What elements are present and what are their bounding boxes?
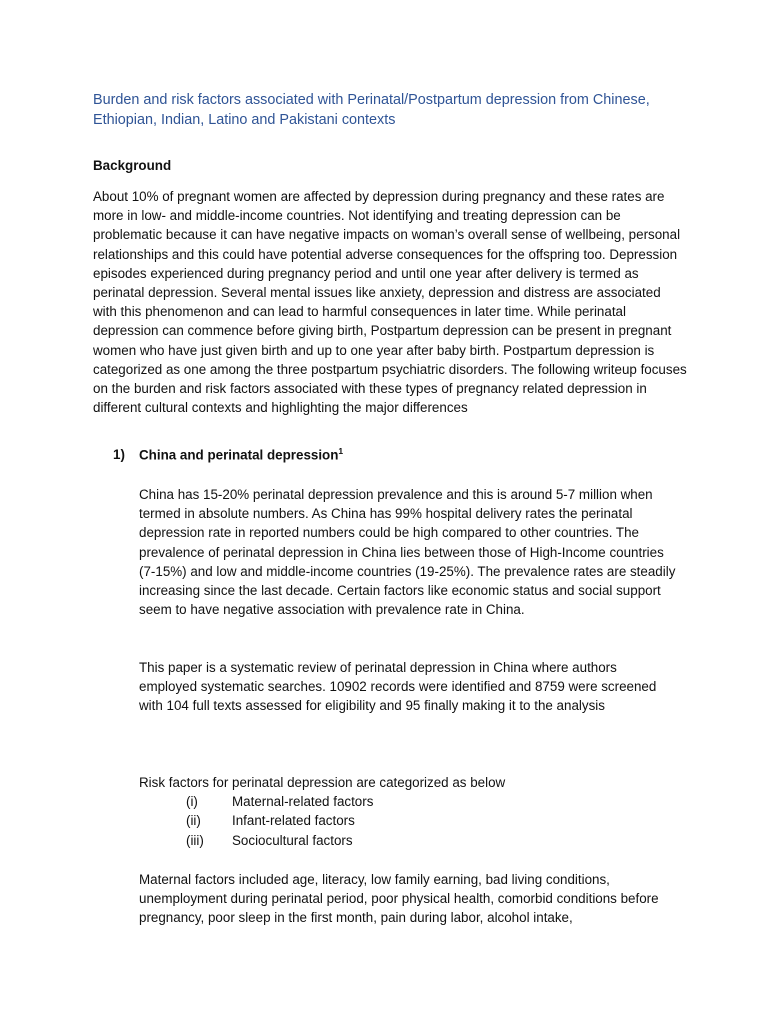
background-paragraph: About 10% of pregnant women are affected by depression during pregnancy and these rates are more in low- and middle-income countries. Not identifying and treating depression can be problematic because it can have negative impacts on woman’s overall sense of wellbeing, personal relationships and this could have potential adverse consequences for the offspring too. Depression episodes experienced during pregnancy period and until one year after delivery is termed as perinatal depression. Several mental issues like anxiety, depression and distress are associated with this phenomenon and can lead to harmful consequences in later time. While perinatal depression can commence before giving birth, Postpartum depression can be present in pregnant women who have just given birth and up to one year after baby birth. Postpartum depression is categorized as one among the three postpartum psychiatric disorders. The following writeup focuses on the burden and risk factors associated with these types of pregnancy related depression in different cultural contexts and highlighting the major differences [93, 189, 687, 416]
list-numeral: (ii) [186, 813, 201, 829]
risk-factors-intro: Risk factors for perinatal depression are categorized as below [139, 775, 506, 790]
footnote-marker: 1 [338, 446, 344, 456]
section-1-heading [113, 446, 343, 462]
list-label: Sociocultural factors [232, 832, 353, 848]
china-prevalence-paragraph: China has 15-20% perinatal depression prevalence and this is around 5-7 million when termed in absolute numbers. As China has 99% hospital delivery rates the perinatal depression rate in reported numbers could be high compared to other countries. The prevalence of perinatal depression in China lies between those of High-Income countries (7-15%) and low and middle-income countries (19-25%). The prevalence rates are steadily increasing since the last decade. Certain factors like economic status and social support seem to have negative association with prevalence rate in China. [139, 487, 676, 618]
document-title: Burden and risk factors associated with Perinatal/Postpartum depression from Chinese, Ethiopian, Indian, Latino and Pakistani contexts [93, 92, 650, 128]
list-numeral: (iii) [186, 832, 204, 848]
list-item [186, 811, 373, 830]
list-label: Infant-related factors [232, 813, 355, 829]
list-item [186, 831, 373, 850]
list-item [186, 792, 373, 811]
background-heading: Background [93, 158, 172, 173]
maternal-factors-paragraph: Maternal factors included age, literacy, low family earning, bad living conditions, unemployment during perinatal period, poor physical health, comorbid conditions before pregnancy, poor sleep in the first month, pain during labor, alcohol intake, [139, 872, 659, 926]
list-numeral: (i) [186, 794, 198, 809]
section-1-number: 1) [113, 447, 125, 463]
risk-factors-list [186, 792, 373, 850]
section-1-title: China and perinatal depression [139, 447, 339, 463]
systematic-review-paragraph: This paper is a systematic review of perinatal depression in China where authors employed systematic searches. 10902 records were identified and 8759 were screened with 104 full texts assessed for eligibility and 95 finally making it to the analysis [139, 660, 657, 714]
list-label: Maternal-related factors [232, 794, 374, 809]
